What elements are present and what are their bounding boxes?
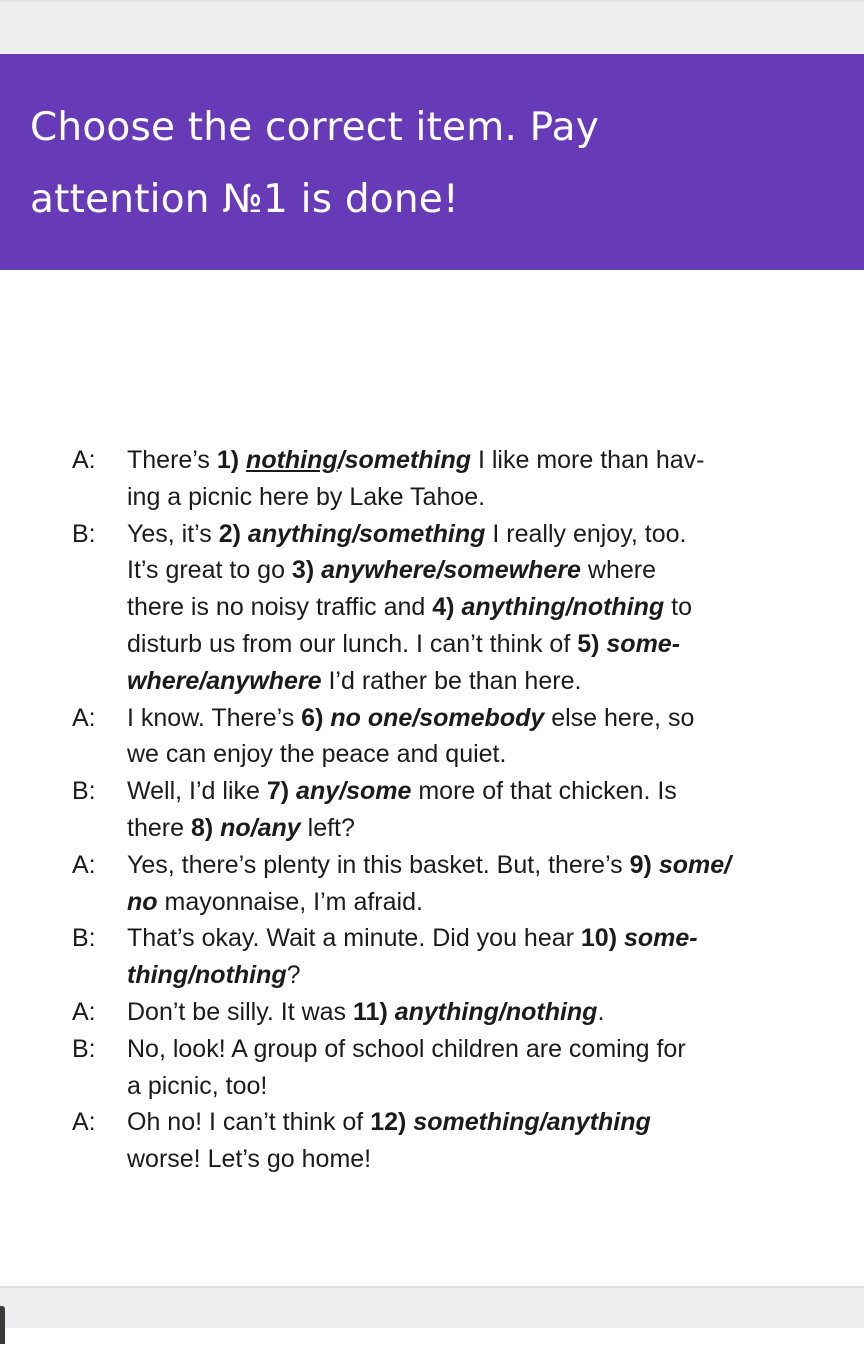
page-title — [30, 92, 810, 236]
speaker-label: A: — [72, 446, 96, 474]
dialogue-line-2 — [72, 516, 832, 700]
dialogue-line-7 — [72, 994, 832, 1031]
speech-text: I know. There’s 6) no one/somebody else here, so we can enjoy the peace and quiet. — [127, 703, 695, 769]
speaker-label: A: — [72, 1108, 96, 1137]
title-line-1: Choose the correct item. Pay — [30, 105, 599, 150]
speech-text: Yes, there’s plenty in this basket. But, there’s 9) some/ no mayonnaise, I’m afraid. — [127, 850, 732, 916]
speech-text: Oh no! I can’t think of 12) something/anything worse! Let’s go home! — [127, 1108, 651, 1174]
dialogue-line-3 — [72, 700, 832, 774]
speech-text: Yes, it’s 2) anything/something I really enjoy, too. It’s great to go 3) anywhere/somewhere where there is no noisy traffic and 4) anything/nothing to disturb us from our lunch. I can’t think of 5) some- where/anywhere I’d rather be than here. — [127, 519, 692, 695]
dialogue-line-5 — [72, 847, 832, 921]
dialogue-line-4 — [72, 773, 832, 847]
dialogue-line-9 — [72, 1104, 832, 1178]
top-bar — [0, 0, 864, 54]
title-line-2: attention №1 is done! — [30, 177, 459, 222]
speaker-label: B: — [72, 1034, 96, 1063]
speech-text: No, look! A group of school children are coming for a picnic, too! — [127, 1034, 686, 1100]
speaker-label: A: — [72, 703, 96, 732]
bottom-bar — [0, 1286, 864, 1344]
speech-text: That’s okay. Wait a minute. Did you hear 10) some- thing/nothing? — [127, 924, 698, 990]
exercise-dialogue — [72, 442, 832, 1178]
speaker-label: A: — [72, 997, 96, 1026]
scrollbar-thumb[interactable] — [0, 1306, 5, 1344]
speech-text: Don’t be silly. It was 11) anything/nothing. — [127, 997, 605, 1026]
speech-text: There’s 1) nothing/something I like more than hav- ing a picnic here by Lake Tahoe. — [127, 446, 705, 511]
speaker-label: B: — [72, 924, 96, 953]
speaker-label: B: — [72, 519, 96, 548]
dialogue-line-1 — [72, 442, 832, 516]
speech-text: Well, I’d like 7) any/some more of that chicken. Is there 8) no/any left? — [127, 777, 677, 842]
answer-underlined: nothing — [246, 446, 338, 474]
next-card-edge — [0, 1328, 864, 1346]
dialogue-line-8 — [72, 1031, 832, 1105]
dialogue-line-6 — [72, 920, 832, 994]
speaker-label: A: — [72, 850, 96, 879]
speaker-label: B: — [72, 777, 96, 806]
